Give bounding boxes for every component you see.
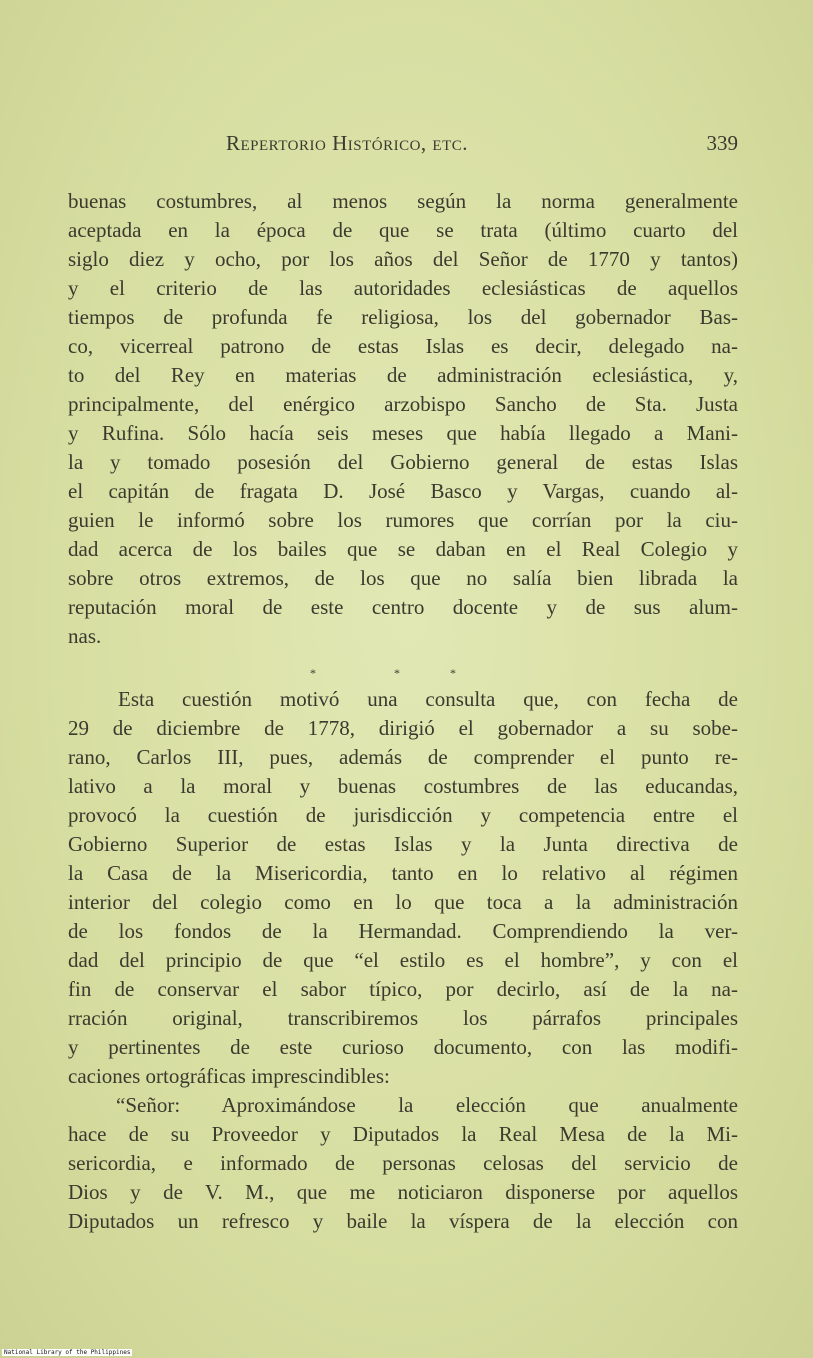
text-line: tiempos de profunda fe religiosa, los del gobernador Bas-: [68, 305, 738, 329]
text-line: fin de conservar el sabor típico, por decirlo, así de la na-: [68, 977, 738, 1001]
paragraph-3: [68, 1091, 738, 1236]
text-line: reputación moral de este centro docente y de sus alum-: [68, 595, 738, 619]
text-line: hace de su Proveedor y Diputados la Real Mesa de la Mi-: [68, 1122, 738, 1146]
text-line: caciones ortográficas imprescindibles:: [68, 1064, 390, 1088]
text-line: lativo a la moral y buenas costumbres de las educandas,: [68, 774, 738, 798]
text-line: aceptada en la época de que se trata (último cuarto del: [68, 218, 738, 242]
text-line: interior del colegio como en lo que toca a la administración: [68, 890, 738, 914]
text-line: Dios y de V. M., que me noticiaron disponerse por aquellos: [68, 1180, 738, 1204]
text-line: y el criterio de las autoridades eclesiásticas de aquellos: [68, 276, 738, 300]
text-line: Diputados un refresco y baile la víspera de la elección con: [68, 1209, 738, 1233]
paragraph-2: [68, 685, 738, 1091]
separator-star: *: [394, 666, 400, 680]
text-line: nas.: [68, 624, 102, 648]
text-line: “Señor: Aproximándose la elección que anualmente: [116, 1093, 738, 1117]
text-line: y pertinentes de este curioso documento, con las modifi-: [68, 1035, 738, 1059]
text-line: Gobierno Superior de estas Islas y la Junta directiva de: [68, 832, 738, 856]
text-line: dad del principio de que “el estilo es el hombre”, y con el: [68, 948, 738, 972]
text-line: sobre otros extremos, de los que no salía bien librada la: [68, 566, 738, 590]
text-line: provocó la cuestión de jurisdicción y competencia entre el: [68, 803, 738, 827]
text-line: 29 de diciembre de 1778, dirigió el gobernador a su sobe-: [68, 716, 738, 740]
text-line: el capitán de fragata D. José Basco y Vargas, cuando al-: [68, 479, 738, 503]
page-number: 339: [706, 131, 738, 155]
body-text: [68, 187, 738, 1236]
text-line: to del Rey en materias de administración eclesiástica, y,: [68, 363, 738, 387]
separator-star: *: [310, 666, 316, 680]
text-line: de los fondos de la Hermandad. Comprendiendo la ver-: [68, 919, 738, 943]
text-line: buenas costumbres, al menos según la norma generalmente: [68, 189, 738, 213]
text-line: sericordia, e informado de personas celosas del servicio de: [68, 1151, 738, 1175]
text-line: principalmente, del enérgico arzobispo Sancho de Sta. Justa: [68, 392, 738, 416]
text-line: la Casa de la Misericordia, tanto en lo relativo al régimen: [68, 861, 738, 885]
running-title: Repertorio Histórico, etc.: [226, 131, 469, 155]
text-line: siglo diez y ocho, por los años del Señor de 1770 y tantos): [68, 247, 738, 271]
library-credit: National Library of the Philippines: [4, 1349, 131, 1356]
paragraph-1: [68, 187, 738, 651]
text-line: Esta cuestión motivó una consulta que, con fecha de: [118, 687, 738, 711]
text-line: y Rufina. Sólo hacía seis meses que había llegado a Mani-: [68, 421, 738, 445]
text-line: dad acerca de los bailes que se daban en el Real Colegio y: [68, 537, 738, 561]
text-line: co, vicerreal patrono de estas Islas es decir, delegado na-: [68, 334, 738, 358]
text-line: la y tomado posesión del Gobierno general de estas Islas: [68, 450, 738, 474]
section-separator: [68, 651, 738, 685]
text-line: rano, Carlos III, pues, además de comprender el punto re-: [68, 745, 738, 769]
page-header: [0, 131, 813, 161]
text-line: rración original, transcribiremos los párrafos principales: [68, 1006, 738, 1030]
separator-star: *: [450, 666, 456, 680]
text-line: guien le informó sobre los rumores que corrían por la ciu-: [68, 508, 738, 532]
